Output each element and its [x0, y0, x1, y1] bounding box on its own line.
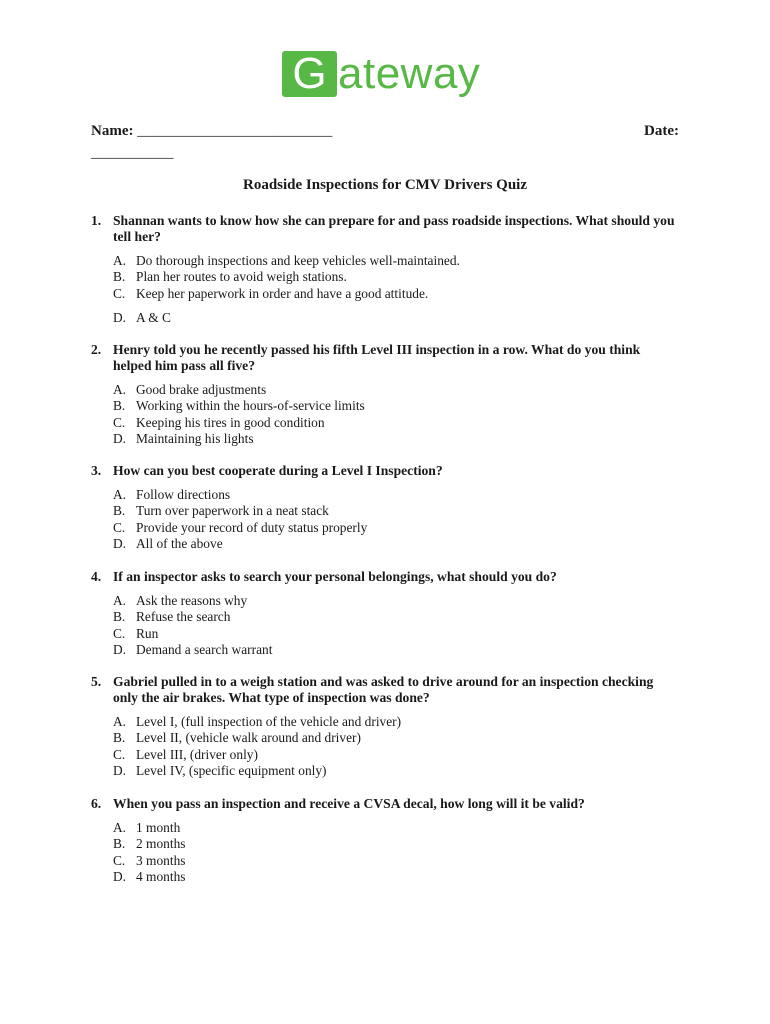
option-b — [113, 836, 681, 852]
question-text: If an inspector asks to search your personal belongings, what should you do? — [113, 569, 557, 584]
option-letter: A. — [113, 487, 127, 502]
option-d — [113, 642, 681, 658]
option-letter: A. — [113, 714, 127, 729]
option-letter: A. — [113, 820, 127, 835]
option-letter: C. — [113, 285, 126, 301]
logo-text: ateway — [338, 49, 481, 98]
name-field — [91, 123, 332, 140]
answer-options — [113, 382, 681, 448]
option-text: Level I, (full inspection of the vehicle and driver) — [136, 714, 402, 729]
question-stem — [91, 796, 681, 812]
option-text: Turn over paperwork in a neat stack — [136, 503, 329, 519]
question-stem — [91, 463, 681, 479]
question-number: 3. — [91, 463, 102, 478]
option-letter: A. — [113, 593, 127, 608]
question-number: 1. — [91, 213, 102, 228]
question-4 — [91, 569, 681, 659]
question-6 — [91, 796, 681, 886]
option-text: 2 months — [136, 836, 186, 852]
option-letter: D. — [113, 642, 127, 658]
option-letter: B. — [113, 269, 126, 285]
option-b — [113, 398, 681, 414]
question-stem — [91, 569, 681, 585]
option-text: Good brake adjustments — [136, 382, 267, 397]
option-text: 3 months — [136, 852, 186, 868]
option-b — [113, 609, 681, 625]
option-letter: B. — [113, 609, 126, 625]
option-c — [113, 520, 681, 536]
question-number: 2. — [91, 342, 102, 357]
option-letter: B. — [113, 503, 126, 519]
option-b — [113, 730, 681, 746]
option-text: Working within the hours-of-service limits — [136, 398, 365, 414]
question-text: Henry told you he recently passed his fifth Level III inspection in a row. What do you think helped him pass all five? — [113, 342, 641, 373]
option-text: Level IV, (specific equipment only) — [136, 763, 327, 779]
option-text: Follow directions — [136, 487, 231, 502]
question-3 — [91, 463, 681, 553]
name-label: Name: — [91, 123, 134, 139]
option-letter: C. — [113, 625, 126, 641]
question-stem — [91, 674, 681, 706]
option-letter: B. — [113, 730, 126, 746]
option-c — [113, 853, 681, 869]
option-a — [113, 253, 681, 269]
option-c — [113, 626, 681, 642]
option-c — [113, 747, 681, 763]
option-d — [113, 869, 681, 885]
option-text: Do thorough inspections and keep vehicles well-maintained. — [136, 253, 460, 268]
quiz-title: Roadside Inspections for CMV Drivers Quiz — [242, 177, 528, 193]
option-d — [113, 536, 681, 552]
question-number: 4. — [91, 569, 102, 584]
option-text: Ask the reasons why — [136, 593, 248, 608]
option-letter: D. — [113, 869, 127, 885]
option-letter: A. — [113, 382, 127, 397]
option-text: Level III, (driver only) — [136, 746, 258, 762]
option-a — [113, 820, 681, 836]
option-text: Maintaining his lights — [136, 431, 254, 447]
option-letter: C. — [113, 414, 126, 430]
question-number: 5. — [91, 674, 102, 689]
option-text: Plan her routes to avoid weigh stations. — [136, 269, 347, 285]
option-letter: C. — [113, 519, 126, 535]
option-d — [113, 431, 681, 447]
option-text: Keep her paperwork in order and have a good attitude. — [136, 285, 429, 301]
option-d — [113, 310, 681, 326]
question-number: 6. — [91, 796, 102, 811]
option-letter: B. — [113, 836, 126, 852]
option-text: Keeping his tires in good condition — [136, 414, 325, 430]
option-text: 4 months — [136, 869, 186, 885]
question-text: Gabriel pulled in to a weigh station and was asked to drive around for an inspection checking only the air brakes. What type of inspection was done? — [113, 674, 654, 705]
option-a — [113, 714, 681, 730]
question-1 — [91, 213, 681, 327]
gateway-logo — [282, 48, 480, 100]
logo-letter: G — [282, 51, 337, 97]
option-letter: B. — [113, 398, 126, 414]
question-2 — [91, 342, 681, 448]
question-text: How can you best cooperate during a Level I Inspection? — [113, 463, 443, 478]
option-letter: C. — [113, 746, 126, 762]
question-stem — [91, 342, 681, 374]
option-text: All of the above — [136, 536, 223, 552]
option-text: Refuse the search — [136, 609, 231, 625]
option-letter: A. — [113, 253, 127, 268]
option-text: Run — [136, 625, 159, 641]
question-text: When you pass an inspection and receive a CVSA decal, how long will it be valid? — [113, 796, 585, 811]
date-label: Date: — [644, 123, 679, 139]
answer-options — [113, 593, 681, 659]
answer-options — [113, 820, 681, 886]
option-text: Demand a search warrant — [136, 642, 273, 658]
question-text: Shannan wants to know how she can prepare for and pass roadside inspections. What should you tell her? — [113, 213, 675, 244]
option-b — [113, 503, 681, 519]
option-a — [113, 382, 681, 398]
option-c — [113, 415, 681, 431]
option-a — [113, 487, 681, 503]
date-blank: ___________ — [91, 145, 174, 161]
question-5 — [91, 674, 681, 780]
name-blank: __________________________ — [137, 123, 333, 139]
option-b — [113, 269, 681, 285]
option-text: Provide your record of duty status properly — [136, 519, 368, 535]
option-text: Level II, (vehicle walk around and driver) — [136, 730, 361, 746]
option-text: A & C — [136, 310, 171, 326]
question-stem — [91, 213, 681, 245]
option-c — [113, 286, 681, 302]
option-letter: D. — [113, 310, 127, 326]
answer-options — [113, 253, 681, 327]
option-d — [113, 763, 681, 779]
option-letter: D. — [113, 431, 127, 447]
option-letter: D. — [113, 536, 127, 552]
option-a — [113, 593, 681, 609]
answer-options — [113, 714, 681, 780]
option-letter: C. — [113, 852, 126, 868]
option-text: 1 month — [136, 820, 181, 835]
answer-options — [113, 487, 681, 553]
option-letter: D. — [113, 763, 127, 779]
